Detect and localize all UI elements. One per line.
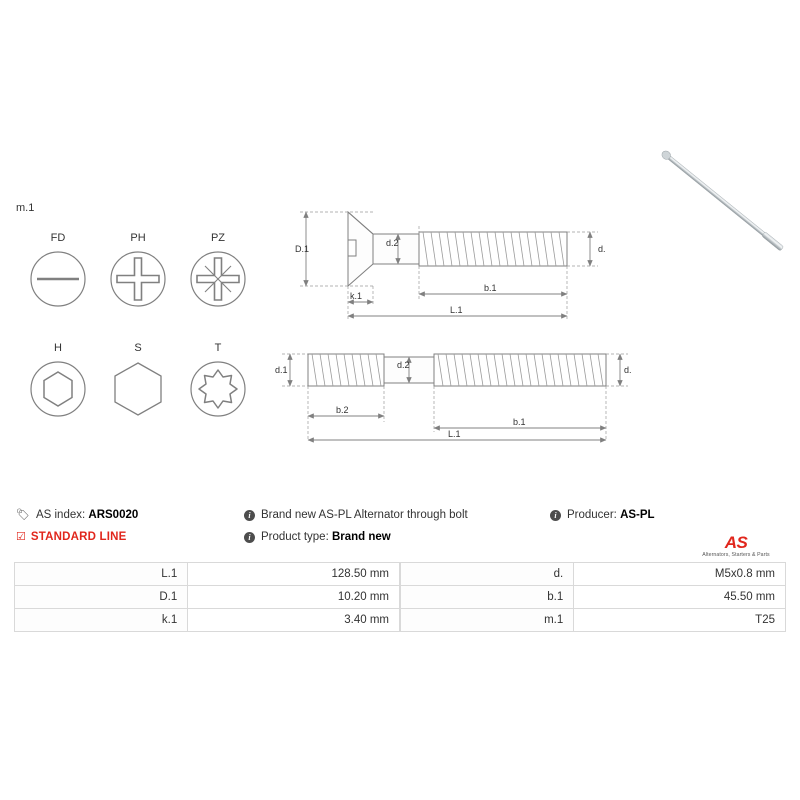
countersunk-screw-drawing bbox=[278, 196, 638, 336]
hex-socket-head-icon bbox=[29, 360, 87, 418]
head-type-ph bbox=[98, 232, 178, 342]
table-row bbox=[15, 586, 400, 609]
dim-label-d2: d.2 bbox=[386, 238, 399, 248]
head-type-fd-label: FD bbox=[50, 232, 66, 244]
product-type-value: Brand new bbox=[331, 531, 391, 543]
info-icon: i bbox=[244, 508, 255, 522]
head-type-t bbox=[178, 342, 258, 452]
spec-value: 128.50 mm bbox=[188, 563, 400, 586]
standard-line-row bbox=[16, 530, 246, 544]
dim-label-d-b: d. bbox=[624, 365, 632, 375]
info-column-index bbox=[16, 508, 246, 552]
info-column-producer bbox=[550, 508, 800, 530]
table-row bbox=[15, 563, 400, 586]
standard-line-label: STANDARD LINE bbox=[30, 531, 127, 543]
double-end-stud-drawing bbox=[260, 340, 640, 465]
spec-key: m.1 bbox=[401, 609, 574, 632]
head-type-fd bbox=[18, 232, 98, 342]
specifications bbox=[14, 562, 786, 632]
producer-row bbox=[550, 508, 800, 522]
producer-value: AS-PL bbox=[620, 509, 655, 521]
spec-table-right bbox=[400, 562, 786, 632]
as-index-row bbox=[16, 508, 246, 522]
spec-value: 10.20 mm bbox=[188, 586, 400, 609]
head-type-s-label: S bbox=[134, 342, 142, 354]
tag-icon: 🏷 bbox=[16, 509, 30, 521]
spec-table-left bbox=[14, 562, 400, 632]
dim-label-D1: D.1 bbox=[295, 244, 310, 254]
product-type-label: Product type: bbox=[261, 531, 329, 543]
description-text: Brand new AS-PL Alternator through bolt bbox=[261, 509, 468, 521]
dim-label-L1-b: L.1 bbox=[448, 429, 461, 439]
info-column-description bbox=[244, 508, 544, 552]
dim-label-b1: b.1 bbox=[484, 283, 497, 293]
head-type-pz-label: PZ bbox=[210, 232, 226, 244]
producer-label: Producer: bbox=[567, 509, 617, 521]
logo-subtitle: Alternators, Starters & Parts bbox=[702, 552, 770, 558]
table-row bbox=[15, 609, 400, 632]
pozidriv-head-icon bbox=[189, 250, 247, 308]
logo-mark: AS bbox=[724, 533, 748, 552]
table-row bbox=[401, 563, 786, 586]
dim-label-d1-b: d.1 bbox=[275, 365, 288, 375]
product-type-row bbox=[244, 530, 544, 544]
producer-text bbox=[567, 508, 655, 522]
head-types-grid bbox=[18, 232, 268, 452]
description-row bbox=[244, 508, 544, 522]
phillips-head-icon bbox=[109, 250, 167, 308]
head-types-label: m.1 bbox=[16, 202, 35, 214]
dim-label-d: d. bbox=[598, 244, 606, 254]
torx-head-icon bbox=[189, 360, 247, 418]
dim-label-b2: b.2 bbox=[336, 405, 349, 415]
as-index-label: AS index: bbox=[35, 509, 86, 521]
head-type-pz bbox=[178, 232, 258, 342]
spec-key: k.1 bbox=[15, 609, 188, 632]
head-type-t-label: T bbox=[214, 342, 222, 354]
head-type-s bbox=[98, 342, 178, 452]
as-pl-logo bbox=[690, 534, 782, 558]
spec-value: 3.40 mm bbox=[188, 609, 400, 632]
dim-label-k1: k.1 bbox=[350, 291, 363, 301]
spec-key: d. bbox=[401, 563, 574, 586]
spec-value: M5x0.8 mm bbox=[574, 563, 786, 586]
head-type-ph-label: PH bbox=[130, 232, 146, 244]
product-photo bbox=[655, 140, 785, 260]
head-type-h-label: H bbox=[54, 342, 62, 354]
spec-key: L.1 bbox=[15, 563, 188, 586]
spec-key: D.1 bbox=[15, 586, 188, 609]
product-type-text bbox=[261, 530, 391, 544]
dim-label-L1: L.1 bbox=[450, 305, 463, 315]
info-icon-3: i bbox=[550, 508, 561, 522]
dim-label-d2-b: d.2 bbox=[397, 360, 410, 370]
info-icon-2: i bbox=[244, 530, 255, 544]
hexagon-head-icon bbox=[109, 360, 167, 418]
table-row bbox=[401, 586, 786, 609]
spec-key: b.1 bbox=[401, 586, 574, 609]
dim-label-b1-b: b.1 bbox=[513, 417, 526, 427]
spec-value: 45.50 mm bbox=[574, 586, 786, 609]
head-type-h bbox=[18, 342, 98, 452]
as-index-value: ARS0020 bbox=[88, 509, 139, 521]
spec-value: T25 bbox=[574, 609, 786, 632]
checkbox-checked-icon: ☑ bbox=[16, 531, 26, 543]
table-row bbox=[401, 609, 786, 632]
as-index-text bbox=[36, 508, 138, 522]
slotted-head-icon bbox=[29, 250, 87, 308]
